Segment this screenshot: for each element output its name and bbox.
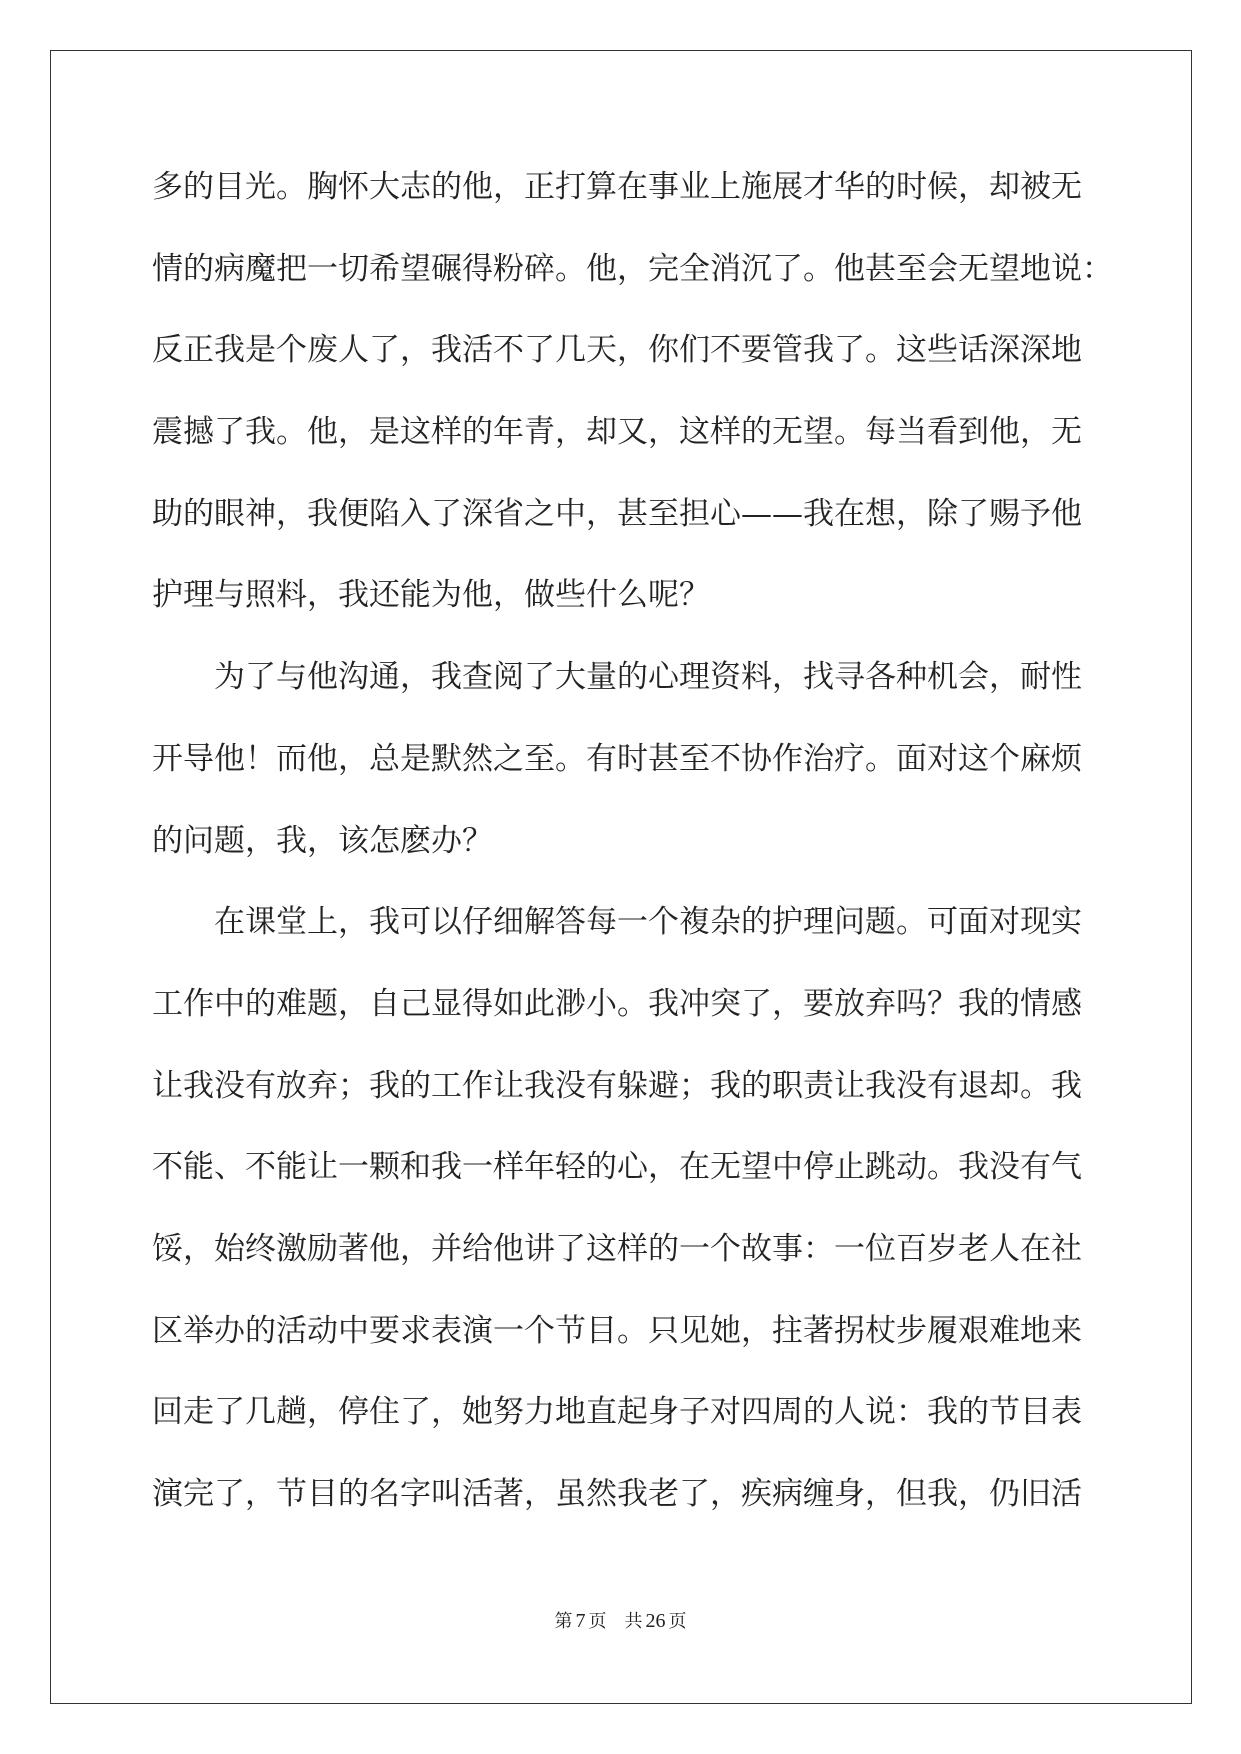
text-line: 震撼了我。他，是这样的年青，却又，这样的无望。每当看到他，无 (152, 414, 1082, 451)
text-line: 演完了，节目的名字叫活著，虽然我老了，疾病缠身，但我，仍旧活 (152, 1476, 1082, 1512)
text-line: 区举办的活动中要求表演一个节目。只见她，拄著拐杖步履艰难地来 (152, 1312, 1082, 1349)
total-page-count: 26 (645, 1610, 666, 1632)
text-line: 多的目光。胸怀大志的他，正打算在事业上施展才华的时候，却被无 (152, 169, 1082, 205)
page-footer (0, 1607, 1241, 1633)
text-line: 在课堂上，我可以仔细解答每一个複杂的护理问题。可面对现实 (152, 904, 1082, 941)
text-line: 为了与他沟通，我查阅了大量的心理资料，找寻各种机会，耐性 (152, 659, 1082, 696)
text-line: 馁，始终激励著他，并给他讲了这样的一个故事：一位百岁老人在社 (152, 1230, 1082, 1267)
text-line: 情的病魔把一切希望碾得粉碎。他，完全消沉了。他甚至会无望地说： (152, 250, 1113, 287)
text-line: 护理与照料，我还能为他，做些什么呢？ (152, 577, 710, 614)
text-line: 的问题，我，该怎麽办？ (152, 822, 493, 859)
footer-prefix: 第 (554, 1611, 573, 1632)
current-page-number: 7 (575, 1610, 586, 1632)
text-line: 开导他！而他，总是默然之至。有时甚至不协作治疗。面对这个麻烦 (152, 740, 1082, 777)
footer-total-suffix: 页 (668, 1611, 687, 1632)
text-line: 让我没有放弃；我的工作让我没有躲避；我的职责让我没有退却。我 (152, 1067, 1082, 1104)
text-line: 回走了几趟，停住了，她努力地直起身子对四周的人说：我的节目表 (152, 1394, 1082, 1431)
text-line: 不能、不能让一颗和我一样年轻的心，在无望中停止跳动。我没有气 (152, 1149, 1082, 1186)
text-line: 工作中的难题，自己显得如此渺小。我冲突了，要放弃吗？我的情感 (152, 985, 1082, 1022)
footer-total-prefix: 共 (624, 1611, 643, 1632)
document-body (152, 164, 1113, 1553)
footer-page-suffix: 页 (588, 1611, 607, 1632)
text-line: 反正我是个废人了，我活不了几天，你们不要管我了。这些话深深地 (152, 332, 1082, 369)
text-line: 助的眼神，我便陷入了深省之中，甚至担心——我在想，除了赐予他 (152, 495, 1082, 532)
